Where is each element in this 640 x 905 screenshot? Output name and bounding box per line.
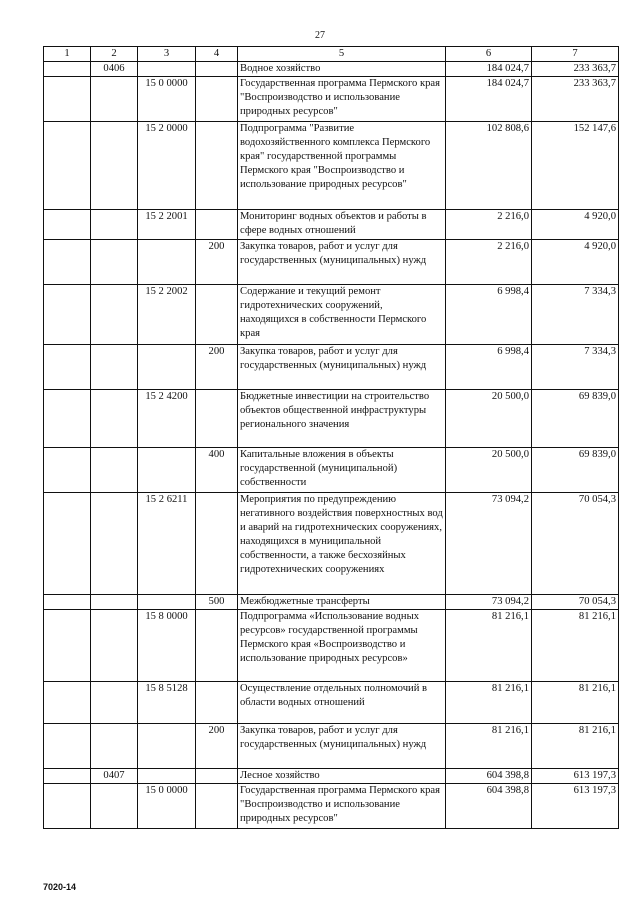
cell-col1 — [44, 610, 91, 682]
cell-col1 — [44, 682, 91, 724]
cell-col1 — [44, 77, 91, 122]
cell-name: Лесное хозяйство — [238, 769, 446, 784]
cell-expense-type — [196, 122, 238, 210]
cell-section-code — [91, 240, 138, 285]
cell-name: Осуществление отдельных полномочий в области водных отношений — [238, 682, 446, 724]
cell-amount-7: 613 197,3 — [532, 784, 619, 829]
cell-target-code — [138, 240, 196, 285]
table-row — [44, 62, 619, 77]
cell-amount-6: 81 216,1 — [446, 610, 532, 682]
cell-amount-7: 81 216,1 — [532, 682, 619, 724]
cell-col1 — [44, 62, 91, 77]
cell-expense-type — [196, 285, 238, 345]
cell-section-code — [91, 448, 138, 493]
cell-expense-type — [196, 390, 238, 448]
cell-col1 — [44, 390, 91, 448]
cell-amount-7: 4 920,0 — [532, 240, 619, 285]
cell-amount-6: 81 216,1 — [446, 724, 532, 769]
cell-section-code — [91, 285, 138, 345]
cell-expense-type — [196, 784, 238, 829]
cell-amount-7: 70 054,3 — [532, 595, 619, 610]
cell-amount-7: 7 334,3 — [532, 345, 619, 390]
cell-col1 — [44, 784, 91, 829]
table-row — [44, 595, 619, 610]
cell-section-code — [91, 682, 138, 724]
cell-section-code — [91, 724, 138, 769]
table-row — [44, 784, 619, 829]
table-row — [44, 724, 619, 769]
cell-name: Межбюджетные трансферты — [238, 595, 446, 610]
cell-target-code: 15 2 6211 — [138, 493, 196, 595]
cell-amount-7: 70 054,3 — [532, 493, 619, 595]
cell-target-code — [138, 345, 196, 390]
cell-col1 — [44, 210, 91, 240]
cell-col1 — [44, 769, 91, 784]
cell-amount-7: 233 363,7 — [532, 62, 619, 77]
cell-target-code — [138, 62, 196, 77]
cell-name: Водное хозяйство — [238, 62, 446, 77]
cell-amount-7: 4 920,0 — [532, 210, 619, 240]
cell-name: Мониторинг водных объектов и работы в сфере водных отношений — [238, 210, 446, 240]
cell-expense-type — [196, 493, 238, 595]
cell-target-code — [138, 724, 196, 769]
footer-code: 7020-14 — [43, 882, 77, 892]
cell-amount-6: 20 500,0 — [446, 448, 532, 493]
col-header-3: 3 — [138, 47, 196, 62]
cell-expense-type — [196, 610, 238, 682]
cell-target-code: 15 2 4200 — [138, 390, 196, 448]
cell-section-code — [91, 390, 138, 448]
cell-section-code: 0406 — [91, 62, 138, 77]
cell-col1 — [44, 345, 91, 390]
table-row — [44, 285, 619, 345]
cell-col1 — [44, 493, 91, 595]
cell-amount-7: 69 839,0 — [532, 448, 619, 493]
cell-amount-7: 81 216,1 — [532, 724, 619, 769]
cell-amount-6: 604 398,8 — [446, 784, 532, 829]
cell-expense-type: 200 — [196, 345, 238, 390]
cell-section-code: 0407 — [91, 769, 138, 784]
cell-target-code: 15 2 2002 — [138, 285, 196, 345]
cell-expense-type — [196, 62, 238, 77]
cell-section-code — [91, 210, 138, 240]
cell-target-code: 15 0 0000 — [138, 77, 196, 122]
cell-amount-7: 7 334,3 — [532, 285, 619, 345]
cell-col1 — [44, 724, 91, 769]
cell-col1 — [44, 285, 91, 345]
cell-col1 — [44, 448, 91, 493]
cell-name: Закупка товаров, работ и услуг для государственных (муниципальных) нужд — [238, 240, 446, 285]
cell-name: Бюджетные инвестиции на строительство объектов общественной инфраструктуры регионального значения — [238, 390, 446, 448]
col-header-4: 4 — [196, 47, 238, 62]
col-header-1: 1 — [44, 47, 91, 62]
table-row — [44, 345, 619, 390]
cell-amount-6: 2 216,0 — [446, 240, 532, 285]
cell-amount-6: 6 998,4 — [446, 345, 532, 390]
cell-name: Подпрограмма «Использование водных ресурсов» государственной программы Пермского края «Воспроизводство и использование природных ресурсов» — [238, 610, 446, 682]
cell-target-code — [138, 595, 196, 610]
cell-section-code — [91, 345, 138, 390]
cell-col1 — [44, 595, 91, 610]
cell-target-code: 15 8 5128 — [138, 682, 196, 724]
cell-amount-6: 73 094,2 — [446, 595, 532, 610]
cell-amount-7: 69 839,0 — [532, 390, 619, 448]
col-header-2: 2 — [91, 47, 138, 62]
page-number: 27 — [315, 30, 325, 41]
cell-col1 — [44, 122, 91, 210]
cell-name: Капитальные вложения в объекты государственной (муниципальной) собственности — [238, 448, 446, 493]
cell-section-code — [91, 610, 138, 682]
cell-amount-6: 73 094,2 — [446, 493, 532, 595]
cell-name: Государственная программа Пермского края "Воспроизводство и использование природных ресурсов" — [238, 77, 446, 122]
cell-expense-type — [196, 682, 238, 724]
cell-amount-7: 233 363,7 — [532, 77, 619, 122]
cell-expense-type — [196, 77, 238, 122]
table-row — [44, 122, 619, 210]
cell-amount-7: 613 197,3 — [532, 769, 619, 784]
col-header-6: 6 — [446, 47, 532, 62]
cell-expense-type — [196, 769, 238, 784]
col-header-7: 7 — [532, 47, 619, 62]
cell-amount-6: 604 398,8 — [446, 769, 532, 784]
cell-name: Государственная программа Пермского края "Воспроизводство и использование природных ресурсов" — [238, 784, 446, 829]
table-row — [44, 240, 619, 285]
col-header-5: 5 — [238, 47, 446, 62]
cell-amount-6: 102 808,6 — [446, 122, 532, 210]
cell-section-code — [91, 595, 138, 610]
cell-amount-6: 184 024,7 — [446, 62, 532, 77]
cell-expense-type: 200 — [196, 724, 238, 769]
table-row — [44, 77, 619, 122]
header-row — [44, 47, 619, 62]
cell-amount-7: 152 147,6 — [532, 122, 619, 210]
cell-target-code — [138, 448, 196, 493]
cell-name: Закупка товаров, работ и услуг для государственных (муниципальных) нужд — [238, 724, 446, 769]
table-row — [44, 769, 619, 784]
cell-target-code: 15 2 0000 — [138, 122, 196, 210]
cell-target-code — [138, 769, 196, 784]
cell-amount-6: 6 998,4 — [446, 285, 532, 345]
cell-name: Закупка товаров, работ и услуг для государственных (муниципальных) нужд — [238, 345, 446, 390]
cell-name: Содержание и текущий ремонт гидротехнических сооружений, находящихся в собственности Пермского края — [238, 285, 446, 345]
cell-section-code — [91, 784, 138, 829]
cell-amount-6: 20 500,0 — [446, 390, 532, 448]
cell-amount-6: 81 216,1 — [446, 682, 532, 724]
cell-section-code — [91, 122, 138, 210]
cell-target-code: 15 0 0000 — [138, 784, 196, 829]
cell-expense-type: 400 — [196, 448, 238, 493]
table-row — [44, 610, 619, 682]
cell-amount-7: 81 216,1 — [532, 610, 619, 682]
cell-target-code: 15 2 2001 — [138, 210, 196, 240]
cell-target-code: 15 8 0000 — [138, 610, 196, 682]
cell-expense-type — [196, 210, 238, 240]
cell-expense-type: 200 — [196, 240, 238, 285]
cell-name: Мероприятия по предупреждению негативного воздействия поверхностных вод и аварий на гидротехнических сооружениях, находящихся в муниципальной собственности, а также бесхозяйных гидротехнических сооружениях — [238, 493, 446, 595]
cell-name: Подпрограмма "Развитие водохозяйственного комплекса Пермского края" государственной программы Пермского края "Воспроизводство и использование природных ресурсов" — [238, 122, 446, 210]
cell-col1 — [44, 240, 91, 285]
cell-section-code — [91, 493, 138, 595]
table-row — [44, 390, 619, 448]
table-row — [44, 210, 619, 240]
cell-expense-type: 500 — [196, 595, 238, 610]
cell-section-code — [91, 77, 138, 122]
table-row — [44, 682, 619, 724]
cell-amount-6: 184 024,7 — [446, 77, 532, 122]
cell-amount-6: 2 216,0 — [446, 210, 532, 240]
budget-table — [43, 46, 619, 829]
table-row — [44, 493, 619, 595]
table-row — [44, 448, 619, 493]
